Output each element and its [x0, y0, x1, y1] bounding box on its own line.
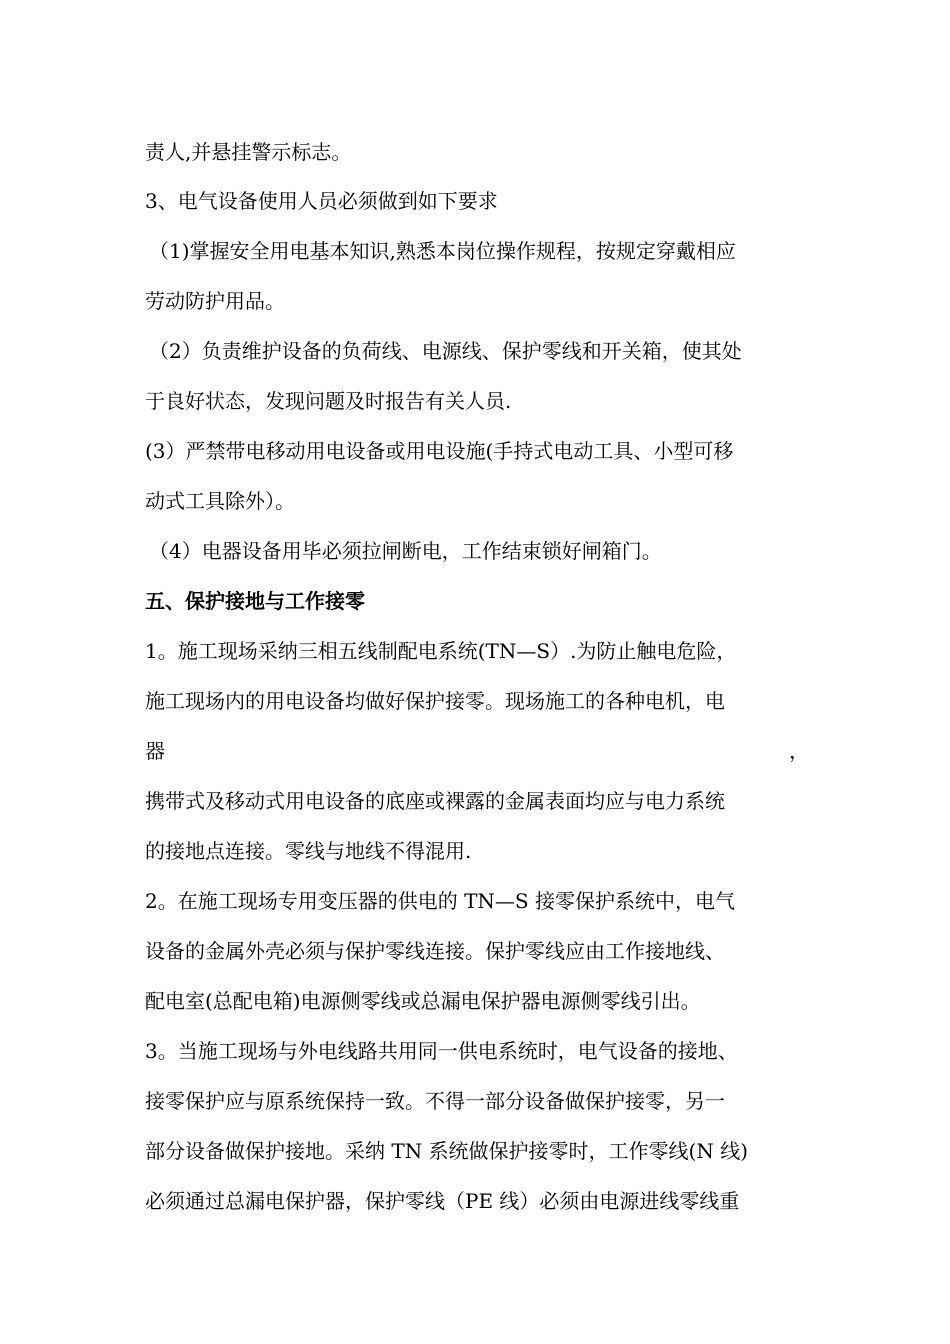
paragraph-line: 1。施工现场采纳三相五线制配电系统(TN—S）.为防止触电危险，: [145, 639, 737, 663]
paragraph-line: 部分设备做保护接地。采纳 TN 系统做保护接零时，工作零线(N 线): [145, 1139, 749, 1163]
list-item-line: （4）电器设备用毕必须拉闸断电，工作结束锁好闸箱门。: [149, 539, 662, 563]
list-item-line: 劳动防护用品。: [145, 289, 285, 313]
paragraph-line: 施工现场内的用电设备均做好保护接零。现场施工的各种电机，电: [145, 689, 725, 713]
paragraph-line: 3、电气设备使用人员必须做到如下要求: [145, 189, 498, 213]
paragraph-line: 器: [145, 739, 165, 763]
paragraph-line: 接零保护应与原系统保持一致。不得一部分设备做保护接零，另一: [145, 1089, 725, 1113]
paragraph-line: 责人,并悬挂警示标志。: [145, 140, 352, 164]
paragraph-line: 携带式及移动式用电设备的底座或裸露的金属表面均应与电力系统: [145, 789, 725, 813]
section-heading: 五、保护接地与工作接零: [145, 589, 365, 613]
list-item-line: （2）负责维护设备的负荷线、电源线、保护零线和开关箱，使其处: [149, 339, 742, 363]
paragraph-line: 2。在施工现场专用变压器的供电的 TN—S 接零保护系统中，电气: [145, 889, 735, 913]
list-item-line: (3）严禁带电移动用电设备或用电设施(手持式电动工具、小型可移: [145, 439, 734, 463]
paragraph-line: 3。当施工现场与外电线路共用同一供电系统时，电气设备的接地、: [145, 1039, 738, 1063]
justified-comma: ，: [789, 739, 809, 763]
paragraph-line: 的接地点连接。零线与地线不得混用.: [145, 839, 472, 863]
list-item-line: 于良好状态，发现问题及时报告有关人员.: [145, 389, 512, 413]
paragraph-line: 必须通过总漏电保护器，保护零线（PE 线）必须由电源进线零线重: [145, 1189, 740, 1213]
list-item-line: 动式工具除外）。: [145, 489, 295, 513]
paragraph-line: 设备的金属外壳必须与保护零线连接。保护零线应由工作接地线、: [145, 939, 725, 963]
list-item-line: （1)掌握安全用电基本知识,熟悉本岗位操作规程，按规定穿戴相应: [149, 239, 736, 263]
paragraph-line: 配电室(总配电箱)电源侧零线或总漏电保护器电源侧零线引出。: [145, 989, 701, 1013]
